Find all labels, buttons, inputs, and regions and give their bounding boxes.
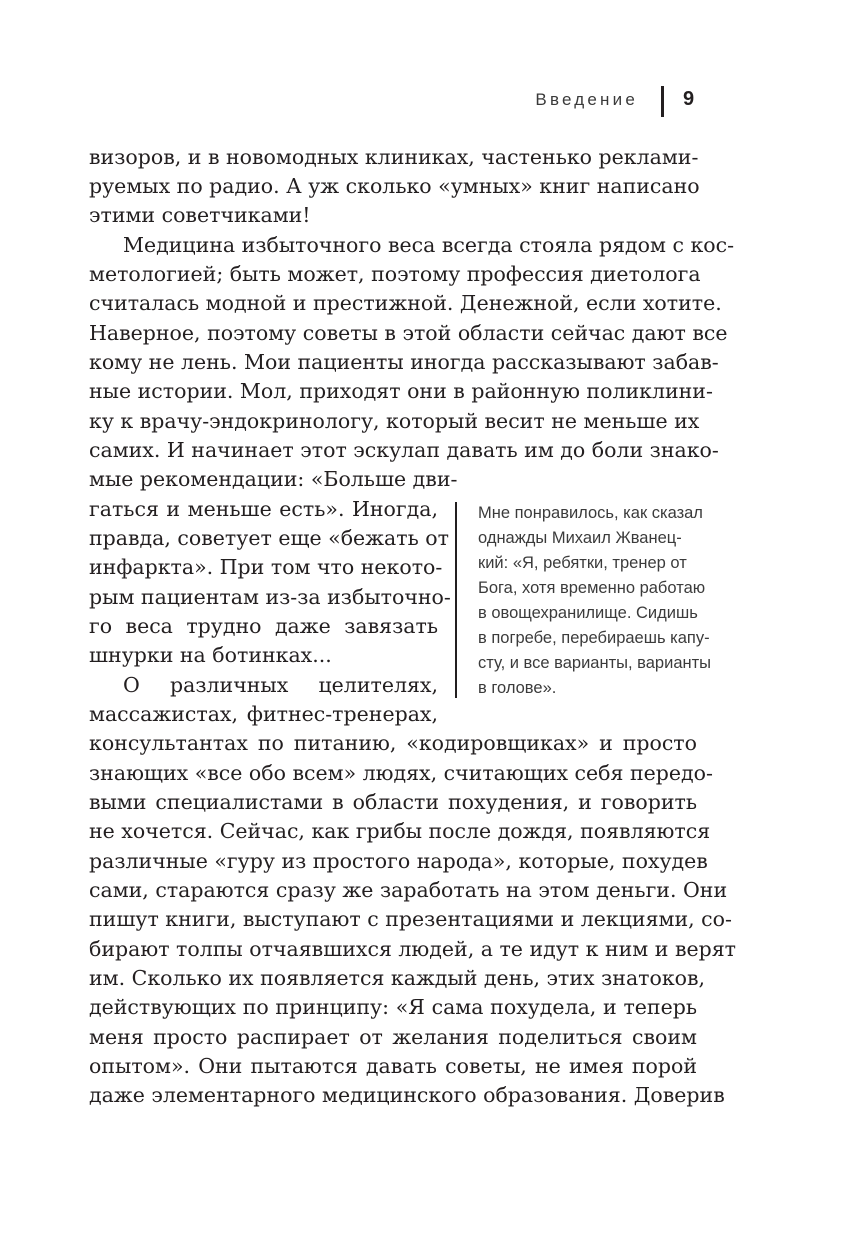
text-line: Наверное, поэтому советы в этой области сейчас дают все (89, 321, 728, 345)
text-line: даже элементарного медицинского образования. Доверив (89, 1083, 725, 1107)
quote-line: однажды Михаил Жванец- (478, 529, 682, 547)
text-line: рым пациентам из-за избыточно- (89, 585, 451, 609)
text-line: мые рекомендации: «Больше дви- (89, 467, 458, 491)
quote-line: кий: «Я, ребятки, тренер от (478, 554, 687, 572)
quote-line: Мне понравилось, как сказал (478, 504, 703, 522)
text-line: ку к врачу-эндокринологу, который весит не меньше их (89, 409, 700, 433)
text-line: Медицина избыточного веса всегда стояла рядом с кос- (123, 233, 735, 257)
text-line: руемых по радио. А уж сколько «умных» книг написано (89, 174, 700, 198)
running-head (0, 86, 844, 118)
text-line: гаться и меньше есть». Иногда, (89, 497, 438, 521)
text-line: не хочется. Сейчас, как грибы после дождя, появляются (89, 819, 711, 843)
quote-line: Бога, хотя временно работаю (478, 579, 706, 597)
quote-line: в погребе, перебираешь капу- (478, 629, 710, 647)
text-line: го веса трудно даже завязать (89, 614, 438, 638)
text-line: бирают толпы отчаявшихся людей, а те идут к ним и верят (89, 937, 737, 961)
quote-line: в овощехранилище. Сидишь (478, 604, 698, 622)
text-line: сами, стараются сразу же заработать на этом деньги. Они (89, 878, 728, 902)
text-line: выми специалистами в области похудения, и говорить (89, 790, 697, 814)
text-line: опытом». Они пытаются давать советы, не имея порой (89, 1054, 697, 1078)
text-line: считалась модной и престижной. Денежной, если хотите. (89, 291, 722, 315)
text-line: действующих по принципу: «Я сама похудела, и теперь (89, 995, 697, 1019)
quote-line: в голове». (478, 679, 557, 697)
text-line: инфаркта». При том что некото- (89, 555, 443, 579)
text-line: самих. И начинает этот эскулап давать им до боли знако- (89, 438, 719, 462)
quote-line: сту, и все варианты, варианты (478, 654, 712, 672)
text-line: им. Сколько их появляется каждый день, этих знатоков, (89, 966, 706, 990)
sidebar-rule (455, 502, 457, 698)
text-line: различные «гуру из простого народа», которые, похудев (89, 849, 708, 873)
text-line: массажистах, фитнес-тренерах, (89, 702, 438, 726)
text-line: шнурки на ботинках... (89, 643, 332, 667)
text-line: ные истории. Мол, приходят они в районную поликлини- (89, 379, 713, 403)
text-line: О различных целителях, (123, 673, 438, 697)
sidebar-quote (455, 500, 755, 700)
text-line: этими советчиками! (89, 203, 311, 227)
text-line: знающих «все обо всем» людях, считающих себя передо- (89, 761, 713, 785)
text-line: правда, советует еще «бежать от (89, 526, 449, 550)
section-title: Введение (535, 90, 638, 109)
header-divider (661, 86, 664, 117)
text-line: пишут книги, выступают с презентациями и лекциями, со- (89, 907, 732, 931)
text-line: кому не лень. Мои пациенты иногда рассказывают забав- (89, 350, 719, 374)
text-line: визоров, и в новомодных клиниках, частенько реклами- (89, 145, 699, 169)
text-line: меня просто распирает от желания поделиться своим (89, 1025, 697, 1049)
text-line: метологией; быть может, поэтому профессия диетолога (89, 262, 701, 286)
page-number: 9 (683, 88, 695, 110)
text-line: консультантах по питанию, «кодировщиках» и просто (89, 731, 697, 755)
